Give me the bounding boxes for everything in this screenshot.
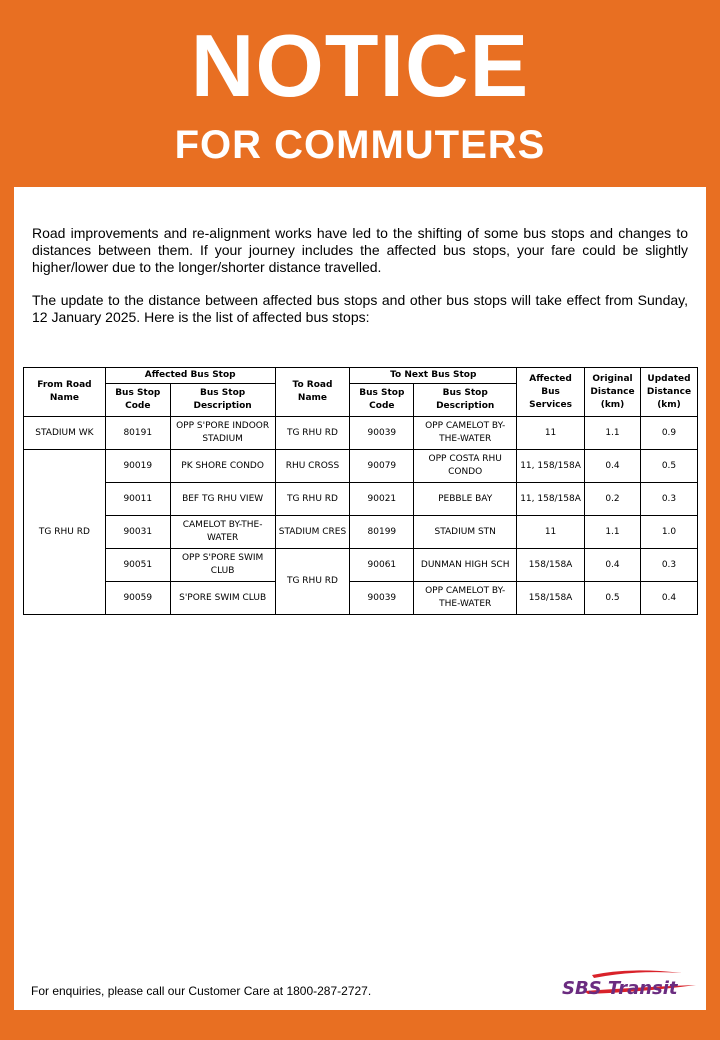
- next-bus-stop-description-cell: DUNMAN HIGH SCH: [414, 549, 517, 582]
- to-road-cell: TG RHU RD: [275, 417, 350, 450]
- next-bus-stop-code-cell: 90079: [350, 450, 414, 483]
- affected-services-cell: 11: [517, 417, 585, 450]
- affected-services-cell: 11, 158/158A: [517, 450, 585, 483]
- bus-stop-description-cell: OPP S'PORE INDOOR STADIUM: [170, 417, 275, 450]
- bus-stop-description-cell: PK SHORE CONDO: [170, 450, 275, 483]
- header-updated-distance: Updated Distance (km): [640, 368, 697, 417]
- original-distance-cell: 1.1: [585, 417, 641, 450]
- next-bus-stop-code-cell: 90021: [350, 483, 414, 516]
- next-bus-stop-description-cell: PEBBLE BAY: [414, 483, 517, 516]
- notice-title: NOTICE: [190, 16, 530, 115]
- bus-stop-description-cell: S'PORE SWIM CLUB: [170, 582, 275, 615]
- to-road-cell: TG RHU RD: [275, 549, 350, 615]
- bus-stop-code-cell: 90051: [105, 549, 170, 582]
- header-affected-services: Affected Bus Services: [517, 368, 585, 417]
- original-distance-cell: 0.2: [585, 483, 641, 516]
- table-row: [24, 516, 698, 549]
- next-bus-stop-description-cell: OPP CAMELOT BY-THE-WATER: [414, 417, 517, 450]
- table-row: [24, 582, 698, 615]
- header-from-road: From Road Name: [24, 368, 106, 417]
- original-distance-cell: 0.4: [585, 450, 641, 483]
- sbs-transit-logo: [554, 967, 699, 1003]
- header-original-distance: Original Distance (km): [585, 368, 641, 417]
- header-affected-bus-stop: Affected Bus Stop: [105, 368, 275, 384]
- updated-distance-cell: 0.4: [640, 582, 697, 615]
- updated-distance-cell: 0.3: [640, 549, 697, 582]
- bus-stop-code-cell: 90019: [105, 450, 170, 483]
- table-row: [24, 417, 698, 450]
- affected-services-cell: 158/158A: [517, 549, 585, 582]
- bus-stop-description-cell: OPP S'PORE SWIM CLUB: [170, 549, 275, 582]
- next-bus-stop-description-cell: OPP CAMELOT BY-THE-WATER: [414, 582, 517, 615]
- next-bus-stop-code-cell: 90039: [350, 582, 414, 615]
- bus-stop-code-cell: 90031: [105, 516, 170, 549]
- table-row: [24, 450, 698, 483]
- from-road-cell: STADIUM WK: [24, 417, 106, 450]
- notice-panel: [14, 187, 706, 1010]
- intro-paragraph-1: Road improvements and re-alignment works have led to the shifting of some bus stops and changes to distances between them. If your journey includes the affected bus stops, your fare could be slightly higher/lower due to the longer/shorter distance travelled.: [32, 225, 688, 275]
- bus-stop-description-cell: BEF TG RHU VIEW: [170, 483, 275, 516]
- next-bus-stop-code-cell: 90061: [350, 549, 414, 582]
- to-road-cell: RHU CROSS: [275, 450, 350, 483]
- header-next-description: Bus Stop Description: [414, 384, 517, 417]
- original-distance-cell: 0.4: [585, 549, 641, 582]
- updated-distance-cell: 0.3: [640, 483, 697, 516]
- logo-text: SBS Transit: [562, 978, 678, 999]
- to-road-cell: STADIUM CRES: [275, 516, 350, 549]
- next-bus-stop-code-cell: 90039: [350, 417, 414, 450]
- to-road-cell: TG RHU RD: [275, 483, 350, 516]
- logo-swoosh-top: [592, 970, 682, 978]
- from-road-cell: TG RHU RD: [24, 450, 106, 615]
- original-distance-cell: 1.1: [585, 516, 641, 549]
- next-bus-stop-code-cell: 80199: [350, 516, 414, 549]
- bus-stop-description-cell: CAMELOT BY-THE-WATER: [170, 516, 275, 549]
- table-row: [24, 549, 698, 582]
- updated-distance-cell: 0.9: [640, 417, 697, 450]
- affected-services-cell: 158/158A: [517, 582, 585, 615]
- customer-care-footer: For enquiries, please call our Customer Care at 1800-287-2727.: [31, 984, 372, 998]
- bus-stop-code-cell: 90011: [105, 483, 170, 516]
- notice-subtitle: FOR COMMUTERS: [174, 123, 546, 167]
- original-distance-cell: 0.5: [585, 582, 641, 615]
- next-bus-stop-description-cell: OPP COSTA RHU CONDO: [414, 450, 517, 483]
- header-affected-code: Bus Stop Code: [105, 384, 170, 417]
- intro-paragraph-2: The update to the distance between affected bus stops and other bus stops will take effect from Sunday, 12 January 2025. Here is the list of affected bus stops:: [32, 292, 688, 325]
- header-next-code: Bus Stop Code: [350, 384, 414, 417]
- affected-services-cell: 11: [517, 516, 585, 549]
- header-to-road: To Road Name: [275, 368, 350, 417]
- affected-services-cell: 11, 158/158A: [517, 483, 585, 516]
- updated-distance-cell: 1.0: [640, 516, 697, 549]
- bus-stop-code-cell: 90059: [105, 582, 170, 615]
- header-to-next-bus-stop: To Next Bus Stop: [350, 368, 517, 384]
- table-row: [24, 483, 698, 516]
- affected-bus-stops-table: [23, 367, 698, 615]
- next-bus-stop-description-cell: STADIUM STN: [414, 516, 517, 549]
- bus-stop-code-cell: 80191: [105, 417, 170, 450]
- updated-distance-cell: 0.5: [640, 450, 697, 483]
- header-affected-description: Bus Stop Description: [170, 384, 275, 417]
